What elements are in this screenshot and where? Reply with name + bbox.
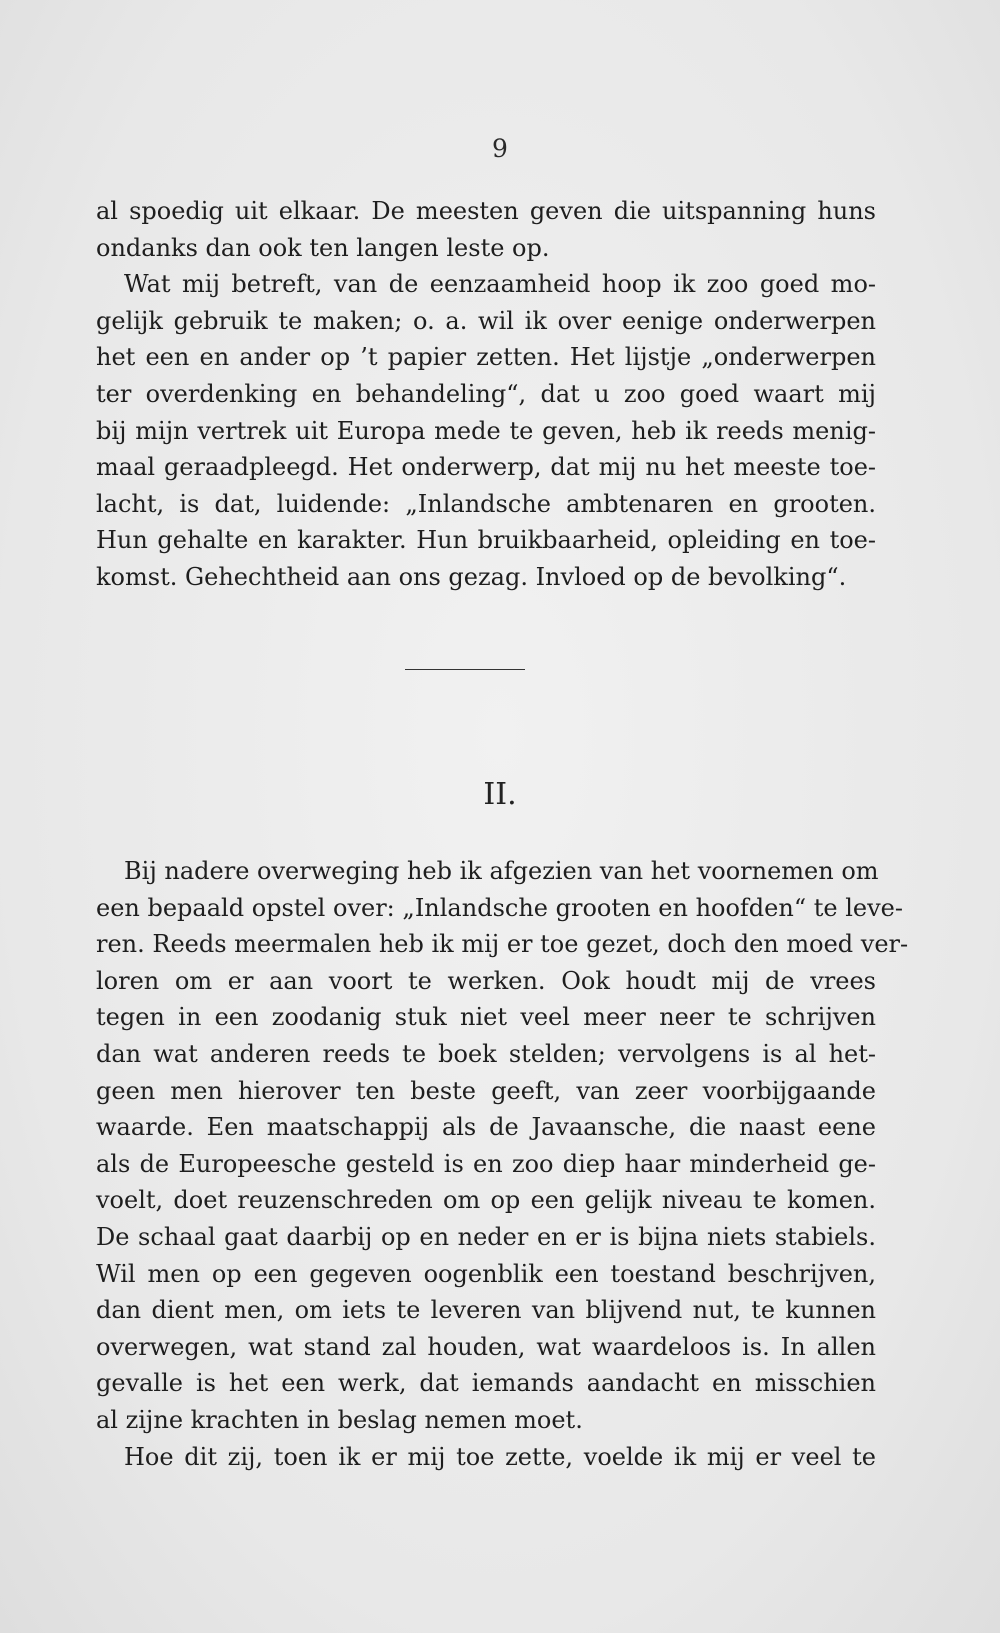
text-line: overwegen, wat stand zal houden, wat waardeloos is. In allen: [96, 1332, 876, 1361]
text-line: ter overdenking en behandeling“, dat u zoo goed waart mij: [96, 379, 876, 408]
text-line: Hun gehalte en karakter. Hun bruikbaarheid, opleiding en toe-: [96, 526, 876, 555]
text-line: al spoedig uit elkaar. De meesten geven die uitspanning huns: [96, 197, 876, 225]
text-line: ondanks dan ook ten langen leste op.: [96, 233, 550, 262]
text-line: Wil men op een gegeven oogenblik een toestand beschrijven,: [96, 1259, 876, 1288]
text-line: geen men hierover ten beste geeft, van zeer voorbijgaande: [96, 1076, 876, 1105]
text-line: Wat mij betreft, van de eenzaamheid hoop ik zoo goed mo-: [124, 270, 876, 299]
page-number: 9: [492, 134, 508, 163]
text-line: als de Europeesche gesteld is en zoo diep haar minderheid ge-: [96, 1149, 876, 1178]
text-line: Bij nadere overweging heb ik afgezien van het voornemen om: [124, 857, 879, 885]
text-line: voelt, doet reuzenschreden om op een gelijk niveau te komen.: [96, 1186, 876, 1215]
text-line: dan dient men, om iets te leveren van blijvend nut, te kunnen: [96, 1296, 876, 1325]
text-line: komst. Gehechtheid aan ons gezag. Invloed op de bevolking“.: [96, 562, 847, 591]
section-divider: [405, 669, 525, 670]
text-line: De schaal gaat daarbij op en neder en er is bijna niets stabiels.: [96, 1222, 876, 1251]
text-line: een bepaald opstel over: „Inlandsche grooten en hoofden“ te leve-: [96, 893, 903, 922]
text-line: gevalle is het een werk, dat iemands aandacht en misschien: [96, 1369, 876, 1398]
text-line: tegen in een zoodanig stuk niet veel meer neer te schrijven: [96, 1003, 876, 1032]
text-block-part-one: [96, 193, 876, 596]
text-line: ren. Reeds meermalen heb ik mij er toe gezet, doch den moed ver-: [96, 930, 909, 959]
text-line: gelijk gebruik te maken; o. a. wil ik over eenige onderwerpen: [96, 306, 876, 335]
text-line: maal geraadpleegd. Het onderwerp, dat mij nu het meeste toe-: [96, 453, 876, 482]
text-block-part-two: [96, 853, 909, 1475]
text-line: waarde. Een maatschappij als de Javaansche, die naast eene: [96, 1113, 876, 1142]
text-line: loren om er aan voort te werken. Ook houdt mij de vrees: [96, 966, 876, 995]
text-line: dan wat anderen reeds te boek stelden; vervolgens is al het-: [96, 1039, 876, 1068]
text-line: het een en ander op ’t papier zetten. Het lijstje „onderwerpen: [96, 343, 876, 372]
text-line: al zijne krachten in beslag nemen moet.: [96, 1405, 583, 1434]
text-line: lacht, is dat, luidende: „Inlandsche ambtenaren en grooten.: [96, 489, 876, 518]
section-heading: II.: [483, 777, 517, 812]
text-line: Hoe dit zij, toen ik er mij toe zette, voelde ik mij er veel te: [124, 1442, 876, 1471]
text-line: bij mijn vertrek uit Europa mede te geven, heb ik reeds menig-: [96, 416, 876, 445]
